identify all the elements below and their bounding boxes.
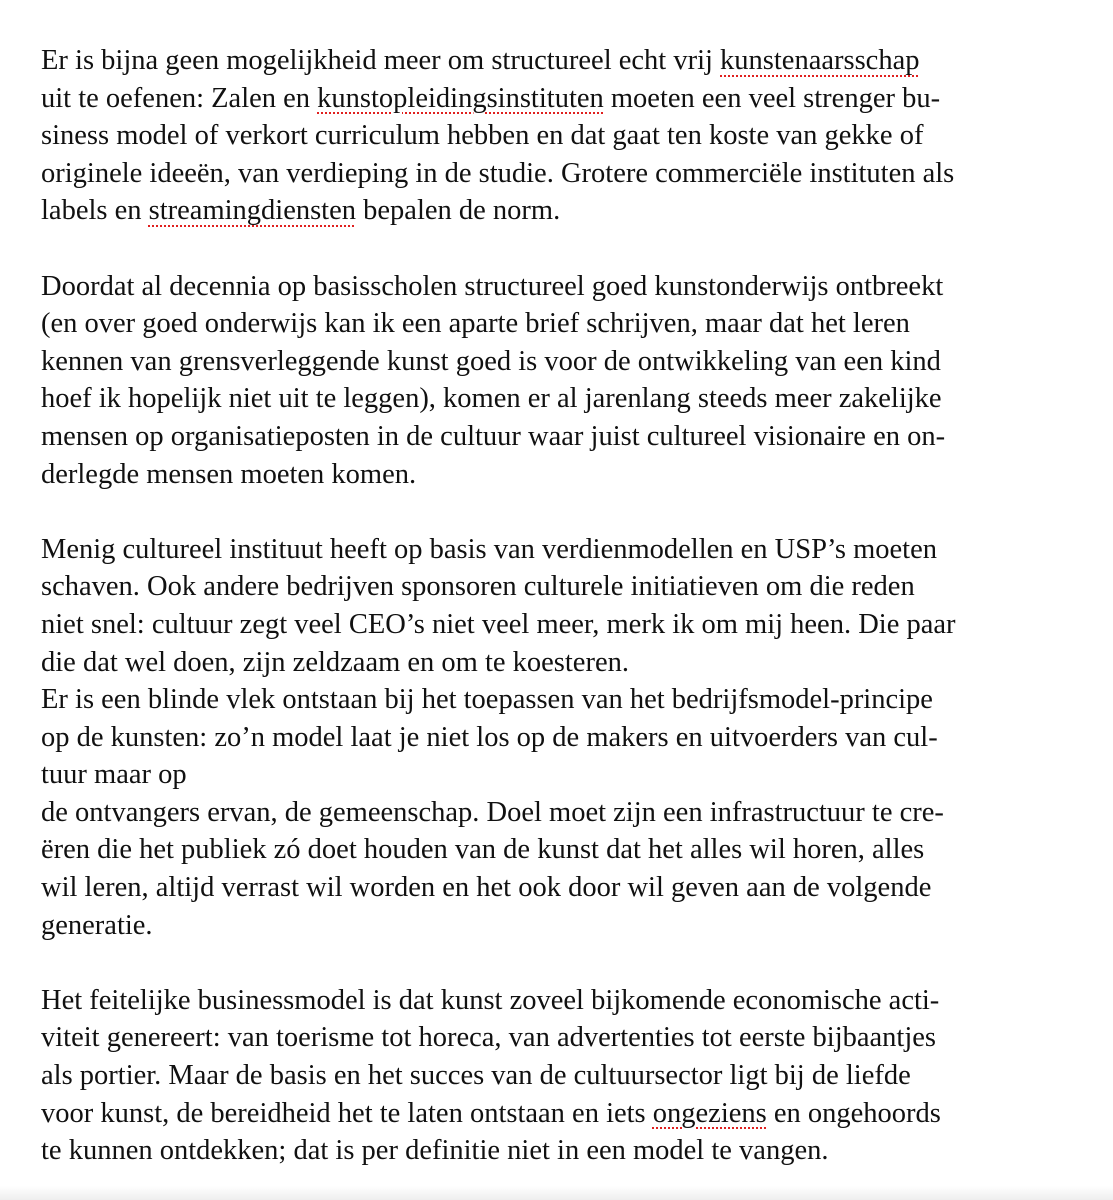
text-run: Het feitelijke businessmodel is dat kunst zoveel bijkomende economische acti- — [41, 984, 940, 1016]
paragraph-2 — [41, 268, 1081, 494]
text-line — [41, 192, 1081, 230]
text-run: labels en — [41, 195, 149, 227]
text-line — [41, 117, 1081, 155]
page-bottom-edge — [0, 1186, 1113, 1200]
text-line — [41, 568, 1081, 606]
text-line — [41, 644, 1081, 682]
text-line — [41, 268, 1081, 306]
text-run: wil leren, altijd verrast wil worden en het ook door wil geven aan de volgende — [41, 872, 932, 904]
text-line — [41, 305, 1081, 343]
text-run: derlegde mensen moeten komen. — [41, 458, 417, 490]
text-line — [41, 80, 1081, 118]
text-run: generatie. — [41, 909, 153, 941]
text-line — [41, 831, 1081, 869]
text-line — [41, 456, 1081, 494]
text-run: Menig cultureel instituut heeft op basis van verdienmodellen en USP’s moeten — [41, 533, 937, 565]
text-line — [41, 606, 1081, 644]
document-body-text[interactable] — [41, 42, 1081, 1170]
text-run: en ongehoords — [766, 1097, 941, 1129]
text-run: de ontvangers ervan, de gemeenschap. Doel moet zijn een infrastructuur te cre- — [41, 796, 944, 828]
paragraph-gap — [41, 493, 1081, 531]
text-run: hoef ik hopelijk niet uit te leggen), komen er al jarenlang steeds meer zakelijke — [41, 383, 942, 415]
text-line — [41, 343, 1081, 381]
misspelled-word: kunstopleidingsinstituten — [317, 82, 604, 114]
text-run: mensen op organisatieposten in de cultuur waar juist cultureel visionaire en on- — [41, 420, 946, 452]
text-run: als portier. Maar de basis en het succes van de cultuursector ligt bij de liefde — [41, 1060, 911, 1092]
text-run: tuur maar op — [41, 759, 187, 791]
text-run: op de kunsten: zo’n model laat je niet los op de makers en uitvoerders van cul- — [41, 721, 938, 753]
text-run: uit te oefenen: Zalen en — [41, 82, 318, 114]
text-line — [41, 380, 1081, 418]
text-run: niet snel: cultuur zegt veel CEO’s niet veel meer, merk ik om mij heen. Die paar — [41, 608, 956, 640]
text-line — [41, 869, 1081, 907]
text-run: (en over goed onderwijs kan ik een aparte brief schrijven, maar dat het leren — [41, 308, 910, 340]
text-line — [41, 1057, 1081, 1095]
text-run: moeten een veel strenger bu- — [603, 82, 941, 114]
text-line — [41, 756, 1081, 794]
text-run: schaven. Ook andere bedrijven sponsoren culturele initiatieven om die reden — [41, 571, 915, 603]
text-line — [41, 418, 1081, 456]
text-run: siness model of verkort curriculum hebben en dat gaat ten koste van gekke of — [41, 120, 924, 152]
text-line — [41, 1132, 1081, 1170]
text-run: bepalen de norm. — [356, 195, 561, 227]
text-run: voor kunst, de bereidheid het te laten ontstaan en iets — [41, 1097, 653, 1129]
text-line — [41, 1019, 1081, 1057]
paragraph-3 — [41, 531, 1081, 945]
text-run: ëren die het publiek zó doet houden van de kunst dat het alles wil horen, alles — [41, 834, 925, 866]
text-line — [41, 719, 1081, 757]
text-line — [41, 155, 1081, 193]
paragraph-1 — [41, 42, 1081, 230]
text-line — [41, 794, 1081, 832]
text-line — [41, 907, 1081, 945]
text-run: viteit genereert: van toerisme tot horeca, van advertenties tot eerste bijbaantjes — [41, 1022, 937, 1054]
text-run: Er is bijna geen mogelijkheid meer om structureel echt vrij — [41, 45, 721, 76]
misspelled-word: streamingdiensten — [148, 195, 357, 227]
text-run: Doordat al decennia op basisscholen structureel goed kunstonderwijs ontbreekt — [41, 270, 944, 302]
paragraph-gap — [41, 944, 1081, 982]
misspelled-word: ongeziens — [652, 1097, 767, 1129]
text-line — [41, 1095, 1081, 1133]
text-run: kennen van grensverleggende kunst goed is voor de ontwikkeling van een kind — [41, 345, 941, 377]
text-line — [41, 42, 1081, 80]
text-run: Er is een blinde vlek ontstaan bij het toepassen van het bedrijfsmodel-principe — [41, 684, 933, 716]
paragraph-4 — [41, 982, 1081, 1170]
text-run: originele ideeën, van verdieping in de studie. Grotere commerciële instituten als — [41, 157, 955, 189]
paragraph-gap — [41, 230, 1081, 268]
text-line — [41, 982, 1081, 1020]
text-line — [41, 531, 1081, 569]
text-line — [41, 681, 1081, 719]
text-run: te kunnen ontdekken; dat is per definitie niet in een model te vangen. — [41, 1135, 829, 1167]
misspelled-word: kunstenaarsschap — [720, 45, 920, 76]
text-run: die dat wel doen, zijn zeldzaam en om te koesteren. — [41, 646, 629, 678]
